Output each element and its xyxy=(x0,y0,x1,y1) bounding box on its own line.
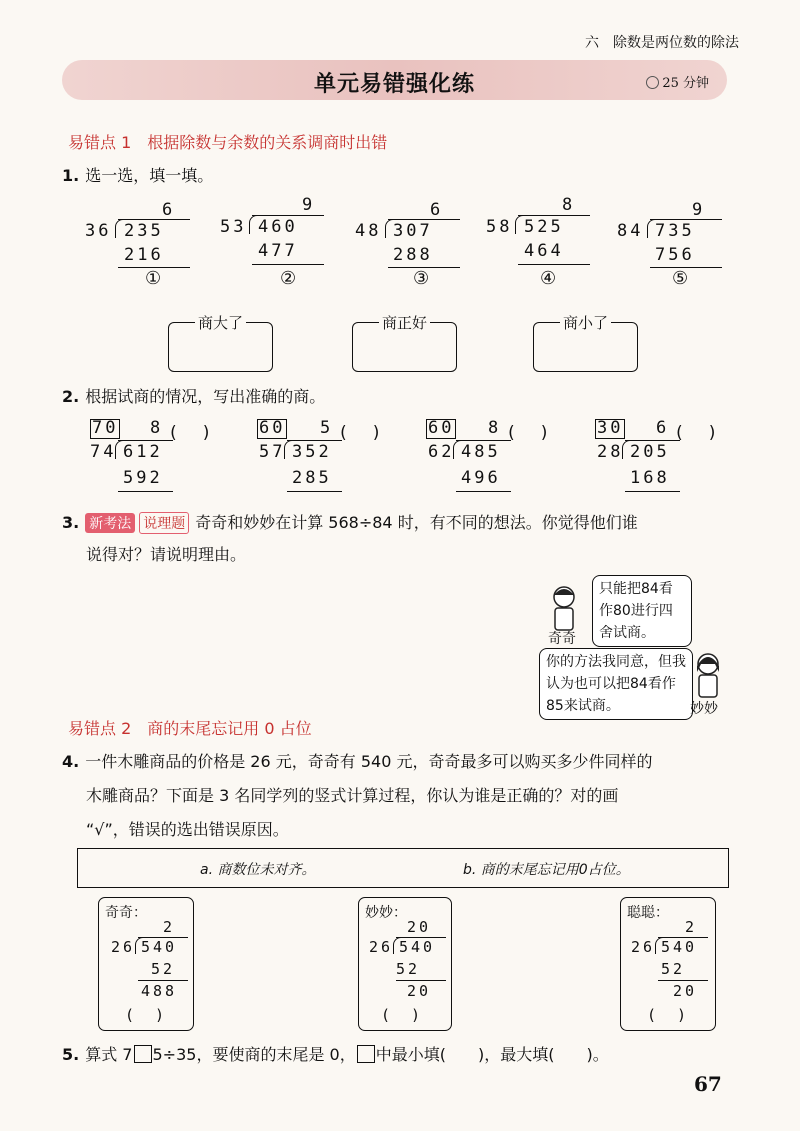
divisor: 53 xyxy=(220,217,247,237)
question-2 xyxy=(62,384,325,407)
option-mark: ① xyxy=(145,268,162,289)
answer-blank[interactable]: ( ) xyxy=(506,423,553,443)
divisor: 62 xyxy=(428,442,455,462)
name-qiqi: 奇奇 xyxy=(548,631,576,647)
product: 52 xyxy=(396,960,421,978)
option-mark: ② xyxy=(280,268,297,289)
dividend: 235 xyxy=(124,221,164,241)
title-bar xyxy=(62,60,727,100)
student-card-congcong xyxy=(620,897,716,1031)
quotient: 8 xyxy=(150,418,164,438)
product: 464 xyxy=(524,241,564,261)
section-heading-2: 易错点 2 商的末尾忘记用 0 占位 xyxy=(68,719,312,738)
divisor: 36 xyxy=(85,221,112,241)
chapter-header: 六 除数是两位数的除法 xyxy=(585,35,739,51)
speech-bubble-qiqi: 只能把84看作80进行四舍试商。 xyxy=(592,575,692,647)
box-label: 商大了 xyxy=(195,314,246,332)
option-mark: ④ xyxy=(540,268,557,289)
quotient: 20 xyxy=(407,918,432,936)
answer-blank[interactable]: ( ) xyxy=(338,423,385,443)
question-number: 3. xyxy=(62,513,80,532)
remainder: 20 xyxy=(673,982,698,1000)
question-number: 4. xyxy=(62,752,80,771)
dividend: 460 xyxy=(258,217,298,237)
question-4 xyxy=(62,749,652,772)
box-label: 商小了 xyxy=(560,314,611,332)
student-name: 妙妙： xyxy=(365,905,407,921)
answer-box-just-right[interactable] xyxy=(352,314,457,372)
dividend: 540 xyxy=(399,938,436,956)
question-number: 5. xyxy=(62,1045,80,1064)
remainder: 488 xyxy=(141,982,178,1000)
blank-square-1[interactable] xyxy=(134,1045,152,1063)
answer-blank[interactable]: ( ) xyxy=(125,1006,168,1024)
speech-bubble-miaomiao: 你的方法我同意，但我认为也可以把84看作85来试商。 xyxy=(539,648,693,720)
question-text-line1: 奇奇和妙妙在计算 568÷84 时，有不同的想法。你觉得他们谁 xyxy=(195,513,638,532)
question-3 xyxy=(62,510,638,534)
new-method-tag: 新考法 xyxy=(85,513,135,533)
page-number: 67 xyxy=(694,1072,722,1096)
divisor: 26 xyxy=(631,938,656,956)
question-5 xyxy=(62,1042,609,1065)
remainder: 20 xyxy=(407,982,432,1000)
timer-badge xyxy=(646,72,709,91)
trial-quotient: 60 xyxy=(259,418,286,438)
product: 477 xyxy=(258,241,298,261)
answer-box-too-big[interactable] xyxy=(168,314,273,372)
dividend: 205 xyxy=(630,442,670,462)
student-card-miaomiao xyxy=(358,897,452,1031)
quotient: 6 xyxy=(162,200,176,220)
answer-blank[interactable]: ( ) xyxy=(381,1006,424,1024)
dividend: 485 xyxy=(461,442,501,462)
divisor: 48 xyxy=(355,221,382,241)
reason-a: a. 商数位未对齐。 xyxy=(200,862,316,878)
trial-quotient: 70 xyxy=(92,418,119,438)
box-label: 商正好 xyxy=(379,314,430,332)
question-text: 根据试商的情况，写出准确的商。 xyxy=(85,387,326,406)
quotient: 6 xyxy=(656,418,670,438)
product: 756 xyxy=(655,245,695,265)
timer-text: 25 分钟 xyxy=(662,76,709,91)
dividend: 307 xyxy=(393,221,433,241)
option-mark: ⑤ xyxy=(672,268,689,289)
quotient: 5 xyxy=(320,418,334,438)
reason-b: b. 商的末尾忘记用0占位。 xyxy=(463,862,630,878)
student-card-qiqi xyxy=(98,897,194,1031)
dividend: 540 xyxy=(661,938,698,956)
dividend: 612 xyxy=(123,442,163,462)
product: 592 xyxy=(123,468,163,488)
question-text-pre: 算式 7 xyxy=(85,1045,133,1064)
question-text-mid: 5÷35，要使商的末尾是 0， xyxy=(152,1045,356,1064)
product: 285 xyxy=(292,468,332,488)
page-title: 单元易错强化练 xyxy=(313,72,475,97)
question-text-post: 中最小填( )，最大填( )。 xyxy=(375,1045,609,1064)
quotient: 8 xyxy=(562,195,576,215)
question-number: 2. xyxy=(62,387,80,406)
product: 216 xyxy=(124,245,164,265)
question-text-line3: “√”，错误的选出错误原因。 xyxy=(86,820,289,839)
question-text-line2: 说得对？请说明理由。 xyxy=(86,545,247,564)
product: 168 xyxy=(630,468,670,488)
divisor: 26 xyxy=(111,938,136,956)
question-1 xyxy=(62,163,213,186)
quotient: 2 xyxy=(163,918,176,936)
question-text-line2: 木雕商品？下面是 3 名同学列的竖式计算过程，你认为谁是正确的？对的画 xyxy=(86,786,619,805)
student-name: 聪聪： xyxy=(627,905,669,921)
product: 288 xyxy=(393,245,433,265)
girl-figure-icon xyxy=(690,652,726,702)
divisor: 58 xyxy=(486,217,513,237)
error-reasons-box xyxy=(77,848,729,888)
product: 52 xyxy=(151,960,176,978)
divisor: 28 xyxy=(597,442,624,462)
question-text-line1: 一件木雕商品的价格是 26 元，奇奇有 540 元，奇奇最多可以购买多少件同样的 xyxy=(85,752,653,771)
clock-icon xyxy=(646,76,659,89)
quotient: 6 xyxy=(430,200,444,220)
divisor: 57 xyxy=(259,442,286,462)
trial-quotient: 60 xyxy=(428,418,455,438)
question-number: 1. xyxy=(62,166,80,185)
boy-figure-icon xyxy=(546,585,582,633)
blank-square-2[interactable] xyxy=(357,1045,375,1063)
quotient: 8 xyxy=(488,418,502,438)
quotient: 2 xyxy=(685,918,698,936)
reasoning-tag: 说理题 xyxy=(139,512,189,534)
answer-box-too-small[interactable] xyxy=(533,314,638,372)
answer-blank[interactable]: ( ) xyxy=(647,1006,690,1024)
dividend: 352 xyxy=(292,442,332,462)
trial-quotient: 30 xyxy=(597,418,624,438)
divisor: 26 xyxy=(369,938,394,956)
answer-blank[interactable]: ( ) xyxy=(674,423,721,443)
product: 496 xyxy=(461,468,501,488)
dividend: 540 xyxy=(141,938,178,956)
section-heading-1: 易错点 1 根据除数与余数的关系调商时出错 xyxy=(68,133,388,152)
divisor: 74 xyxy=(90,442,117,462)
quotient: 9 xyxy=(302,195,316,215)
question-text: 选一选，填一填。 xyxy=(85,166,214,185)
product: 52 xyxy=(661,960,686,978)
divisor: 84 xyxy=(617,221,644,241)
option-mark: ③ xyxy=(413,268,430,289)
student-name: 奇奇： xyxy=(105,905,147,921)
dividend: 525 xyxy=(524,217,564,237)
answer-blank[interactable]: ( ) xyxy=(168,423,215,443)
name-miaomiao: 妙妙 xyxy=(690,701,718,717)
quotient: 9 xyxy=(692,200,706,220)
dividend: 735 xyxy=(655,221,695,241)
